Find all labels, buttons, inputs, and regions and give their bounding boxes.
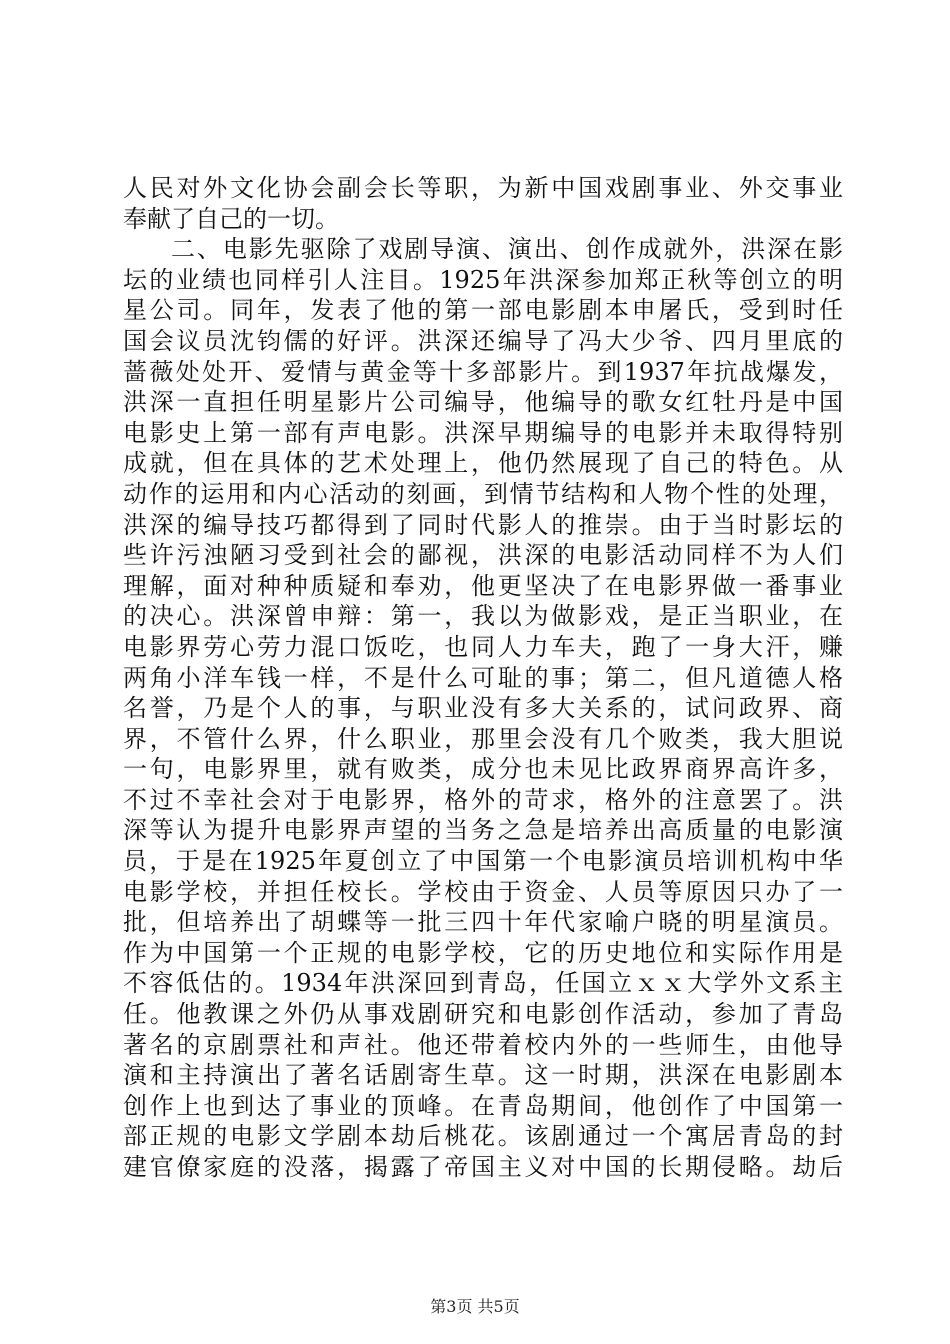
text-line: 人民对外文化协会副会长等职，为新中国戏剧事业、外交事业	[123, 174, 843, 202]
text-line: 电影学校，并担任校长。学校由于资金、人员等原因只办了一	[123, 877, 843, 906]
text-line: 演和主持演出了著名话剧寄生草。这一时期，洪深在电影剧本	[123, 1061, 843, 1090]
text-line: 创作上也到达了事业的顶峰。在青岛期间，他创作了中国第一	[123, 1091, 843, 1120]
text-line: 建官僚家庭的没落，揭露了帝国主义对中国的长期侵略。劫后	[123, 1153, 843, 1181]
text-line: 洪深的编导技巧都得到了同时代影人的推崇。由于当时影坛的	[123, 510, 843, 539]
text-line: 蔷薇处处开、爱情与黄金等十多部影片。到1937年抗战爆发，	[123, 357, 843, 386]
text-line: 任。他教课之外仍从事戏剧研究和电影创作活动，参加了青岛	[123, 1000, 843, 1029]
text-line: 理解，面对种种质疑和奉劝，他更坚决了在电影界做一番事业	[123, 571, 843, 600]
text-line: 不容低估的。1934年洪深回到青岛，任国立ｘｘ大学外文系主	[123, 969, 843, 998]
text-line: 坛的业绩也同样引人注目。1925年洪深参加郑正秋等创立的明	[123, 265, 843, 294]
text-line: 界，不管什么界，什么职业，那里会没有几个败类，我大胆说	[123, 724, 843, 753]
text-line: 一句，电影界里，就有败类，成分也未见比政界商界高许多，	[123, 755, 843, 784]
document-body	[123, 173, 843, 1183]
text-line: 国会议员沈钧儒的好评。洪深还编导了冯大少爷、四月里底的	[123, 326, 843, 355]
text-line: 些许污浊陋习受到社会的鄙视，洪深的电影活动同样不为人们	[123, 541, 843, 570]
page-number-footer: 第3页 共5页	[430, 1297, 520, 1316]
text-line: 奉献了自己的一切。	[123, 204, 339, 233]
text-line: 星公司。同年，发表了他的第一部电影剧本申屠氏，受到时任	[123, 296, 843, 325]
text-line: 动作的运用和内心活动的刻画，到情节结构和人物个性的处理，	[123, 479, 843, 508]
text-line: 著名的京剧票社和声社。他还带着校内外的一些师生，由他导	[123, 1030, 843, 1059]
text-line: 电影界劳心劳力混口饭吃，也同人力车夫，跑了一身大汗，赚	[123, 632, 843, 661]
text-line: 两角小洋车钱一样，不是什么可耻的事；第二，但凡道德人格	[123, 663, 843, 692]
text-line: 不过不幸社会对于电影界，格外的苛求，格外的注意罢了。洪	[123, 785, 843, 814]
text-line: 的决心。洪深曾申辩：第一，我以为做影戏，是正当职业，在	[123, 602, 843, 631]
text-line: 部正规的电影文学剧本劫后桃花。该剧通过一个寓居青岛的封	[123, 1122, 843, 1151]
text-line: 洪深一直担任明星影片公司编导，他编导的歌女红牡丹是中国	[123, 388, 843, 417]
text-line: 电影史上第一部有声电影。洪深早期编导的电影并未取得特别	[123, 418, 843, 447]
text-line: 名誉，乃是个人的事，与职业没有多大关系的，试问政界、商	[123, 694, 843, 723]
text-line: 作为中国第一个正规的电影学校，它的历史地位和实际作用是	[123, 938, 843, 967]
text-line: 员，于是在1925年夏创立了中国第一个电影演员培训机构中华	[123, 847, 843, 876]
section-heading-line: 二、电影先驱除了戏剧导演、演出、创作成就外，洪深在影	[171, 235, 843, 264]
text-line: 成就，但在具体的艺术处理上，他仍然展现了自己的特色。从	[123, 449, 843, 478]
text-line: 深等认为提升电影界声望的当务之急是培养出高质量的电影演	[123, 816, 843, 845]
text-line: 批，但培养出了胡蝶等一批三四十年代家喻户晓的明星演员。	[123, 908, 843, 937]
